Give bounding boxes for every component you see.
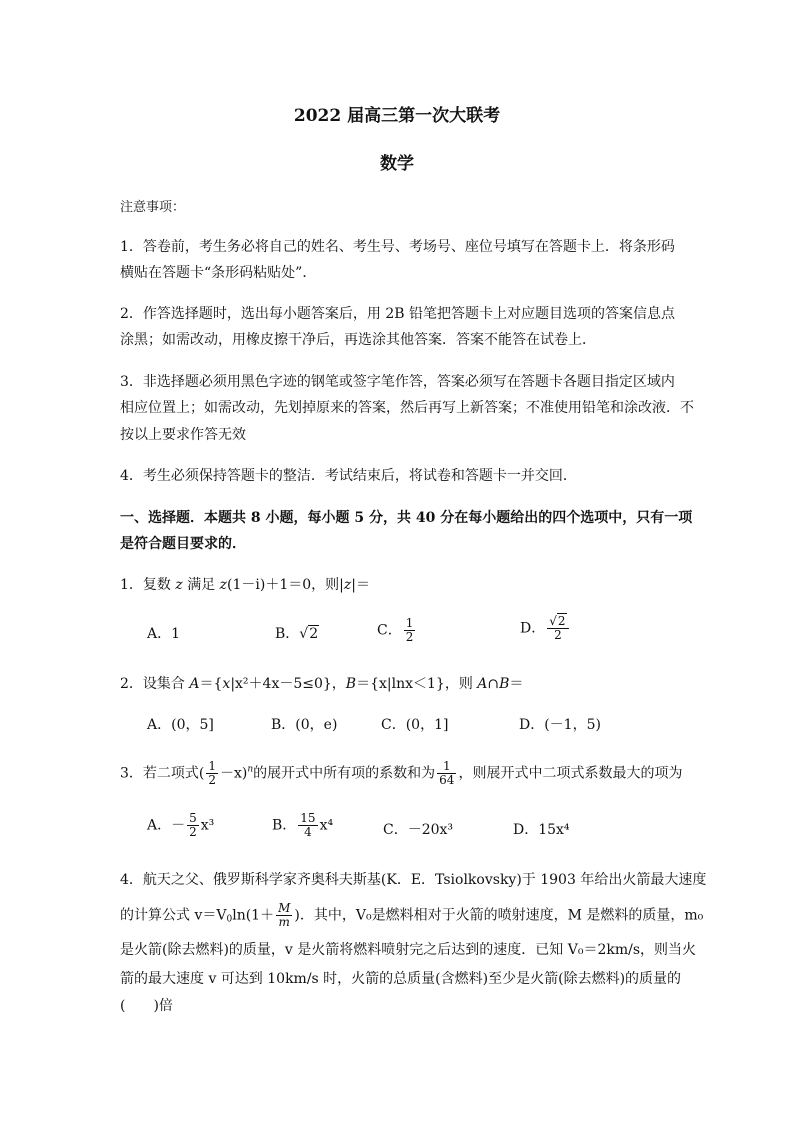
notice-item-4: 4．考生必须保持答题卡的整洁．考试结束后，将试卷和答题卡一并交回．: [120, 468, 577, 484]
subject-title: 数学: [380, 154, 414, 174]
notice-item-3-line-2: 相应位置上；如需改动，先划掉原来的答案，然后再写上新答案；不准使用铅笔和涂改液．不: [120, 400, 694, 416]
q2-option-b: B．(0，e): [271, 717, 338, 733]
q4-line-1: 4．航天之父、俄罗斯科学家齐奥科夫斯基(K．E．Tsiolkovsky)于 1903 年给出火箭最大速度: [120, 872, 707, 888]
q4-line-4: 箭的最大速度 v 可达到 10km/s 时，火箭的总质量(含燃料)至少是火箭(除去燃料)的质量的: [120, 971, 682, 987]
q2-option-a: A．(0，5]: [147, 717, 214, 733]
q2-stem: 2．设集合 A＝{x|x²＋4x－5≤0}，B＝{x|lnx＜1}，则 A∩B＝: [120, 676, 524, 692]
section1-line-1: 一、选择题．本题共 8 小题，每小题 5 分，共 40 分在每小题给出的四个选项中，只有一项: [120, 510, 693, 526]
notice-item-3-line-3: 按以上要求作答无效: [120, 427, 246, 443]
notice-item-2-line-1: 2．作答选择题时，选出每小题答案后，用 2B 铅笔把答题卡上对应题目选项的答案信息点: [120, 306, 676, 322]
q3-option-a: A．－ $\frac{5}{2}$ x³: [147, 811, 215, 839]
q4-line-2: 的计算公式 $v=V_0\ln(1+$ $\frac{M}{m}$ )．其中，V₀是燃料相对于火箭的喷射速度，M 是燃料的质量，m₀: [120, 901, 704, 929]
q1-option-c: C． $\frac{1}{2}$: [377, 616, 414, 644]
q1-option-b: B．√2: [275, 626, 319, 642]
notice-item-1-line-2: 横贴在答题卡“条形码粘贴处”．: [120, 265, 317, 281]
q1-stem: 1．复数 z 满足 z(1－i)＋1＝0，则|z|＝: [120, 577, 370, 593]
notice-heading: 注意事项：: [120, 200, 186, 215]
q2-option-c: C．(0，1]: [381, 717, 449, 733]
q3-option-c: C．－20x³: [383, 822, 454, 838]
q4-line-3: 是火箭(除去燃料)的质量，v 是火箭将燃料喷射完之后达到的速度．已知 V₀＝2km/s，则当火: [120, 942, 697, 958]
q1-option-d: D． $\frac{√2}{2}$: [520, 615, 571, 642]
notice-item-2-line-2: 涂黑；如需改动，用橡皮擦干净后，再选涂其他答案．答案不能答在试卷上．: [120, 332, 596, 348]
section1-line-2: 是符合题目要求的．: [120, 536, 246, 552]
q3-option-d: D．15x⁴: [513, 822, 570, 838]
q2-option-d: D．(－1，5): [519, 717, 601, 733]
notice-item-3-line-1: 3．非选择题必须用黑色字迹的钢笔或签字笔作答，答案必须写在答题卡各题目指定区域内: [120, 374, 675, 390]
exam-title: 2022 届高三第一次大联考: [293, 106, 501, 126]
q3-option-b: B． $\frac{15}{4}$ x⁴: [272, 811, 334, 839]
q4-line-5: ( )倍: [120, 998, 173, 1014]
q3-stem: 3．若二项式( $\frac{1}{2}$ －x)$^n$的展开式中所有项的系数和为 $\frac{1}{64}$ ，则展开式中二项式系数最大的项为: [120, 759, 683, 787]
notice-item-1-line-1: 1．答卷前，考生务必将自己的姓名、考生号、考场号、座位号填写在答题卡上．将条形码: [120, 239, 675, 255]
q1-option-a: A．1: [147, 626, 181, 642]
